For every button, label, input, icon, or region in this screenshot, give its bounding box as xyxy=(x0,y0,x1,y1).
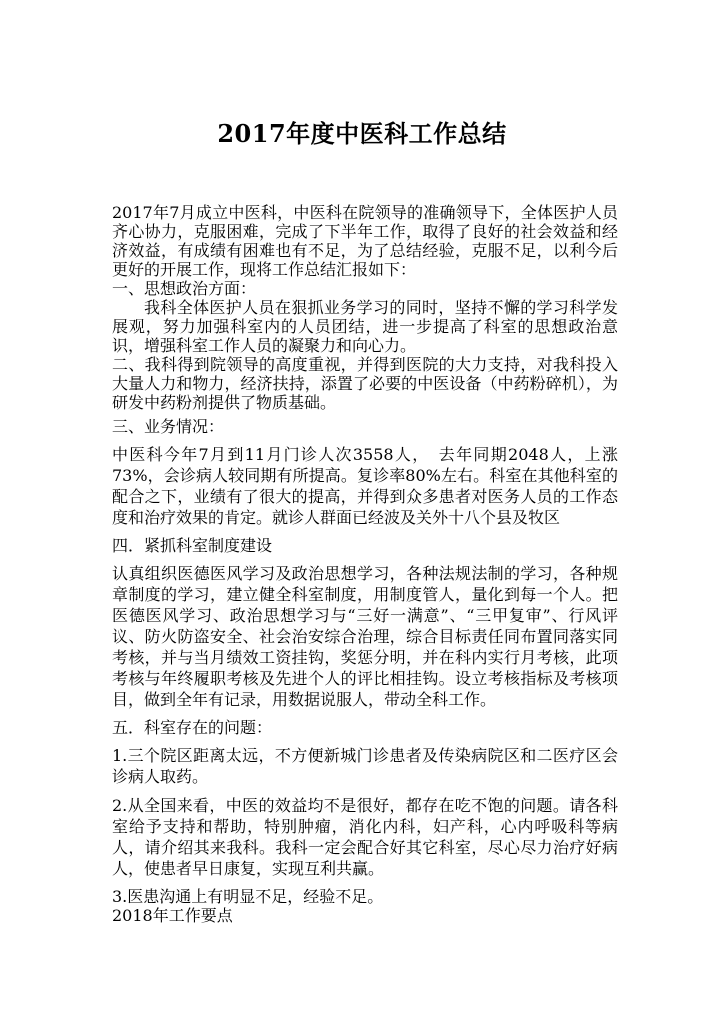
heading-system: 四．紧抓科室制度建设 xyxy=(112,536,273,555)
problem-item-2: 2.从全国来看，中医的效益均不是很好，都存在吃不饱的问题。请各科室给予支持和帮助，特别肿瘤，消化内科，妇产科，心内呼吸科等病人，请介绍其来我科。我科一定会配合好其它科室，尽心尽力治疗好病人，使患者早日康复，实现互利共赢。 xyxy=(112,796,618,878)
paragraph-system: 认真组织医德医风学习及政治思想学习，各种法规法制的学习，各种规章制度的学习，建立健全科室制度，用制度管人，量化到每一个人。把医德医风学习、政治思想学习与“三好一满意”、“三甲复审”、行风评议、防火防盗安全、社会治安综合治理，综合目标责任同布置同落实同考核，并与当月绩效工资挂钩，奖惩分明，并在科内实行月考核，此项考核与年终履职考核及先进个人的评比相挂钩。设立考核指标及考核项目，做到全年有记录，用数据说服人，带动全科工作。 xyxy=(112,564,618,709)
document-body xyxy=(112,203,618,925)
heading-problems: 五．科室存在的问题： xyxy=(112,718,273,737)
heading-ideology: 一、思想政治方面： xyxy=(112,279,257,298)
paragraph-support: 二、我科得到院领导的高度重视，并得到医院的大力支持，对我科投入大量人力和物力，经济扶持，添置了必要的中医设备（中药粉碎机），为研发中药粉剂提供了物质基础。 xyxy=(112,355,618,412)
heading-business: 三、业务情况： xyxy=(112,417,225,436)
paragraph-business: 中医科今年7月到11月门诊人次3558人， 去年同期2048人，上涨73%，会诊病人较同期有所提高。复诊率80%左右。科室在其他科室的配合之下，业绩有了很大的提高，并得到众多患者对医务人员的工作态度和治疗效果的肯定。就诊人群面已经波及关外十八个县及牧区 xyxy=(112,445,618,527)
page-title: 2017年度中医科工作总结 xyxy=(217,119,507,148)
problem-item-3: 3.医患沟通上有明显不足，经验不足。 xyxy=(112,887,384,906)
problem-item-1: 1.三个院区距离太远，不方便新城门诊患者及传染病院区和二医疗区会诊病人取药。 xyxy=(112,746,618,786)
heading-2018-plan: 2018年工作要点 xyxy=(112,906,233,925)
paragraph-intro: 2017年7月成立中医科，中医科在院领导的准确领导下，全体医护人员齐心协力，克服困难，完成了下半年工作，取得了良好的社会效益和经济效益，有成绩有困难也有不足，为了总结经验，克服不足，以利今后更好的开展工作，现将工作总结汇报如下： xyxy=(112,203,618,279)
paragraph-ideology: 我科全体医护人员在狠抓业务学习的同时，坚持不懈的学习科学发展观，努力加强科室内的人员团结，进一步提高了科室的思想政治意识，增强科室工作人员的凝聚力和向心力。 xyxy=(112,298,618,355)
